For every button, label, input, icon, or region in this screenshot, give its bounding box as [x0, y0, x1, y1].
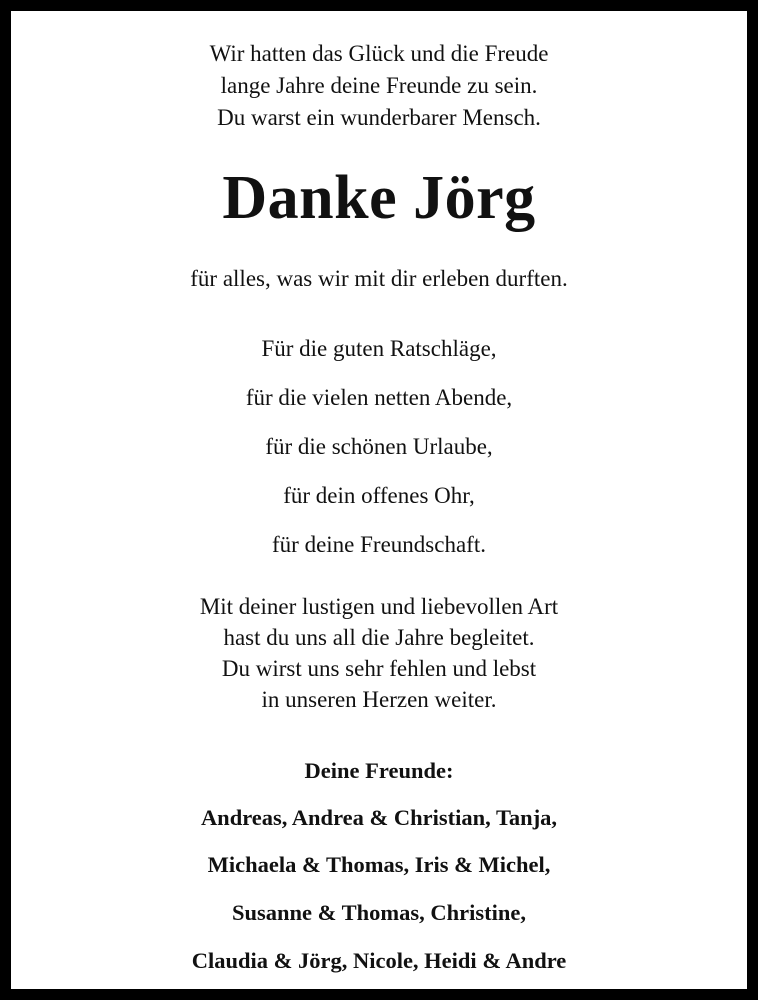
gratitude-line-4: für dein offenes Ohr,: [283, 483, 475, 508]
signatory-line-3: Susanne & Thomas, Christine,: [231, 900, 527, 925]
closing-line-3: Du wirst uns sehr fehlen und lebst: [221, 656, 537, 681]
signatory-line-2: Michaela & Thomas, Iris & Michel,: [207, 852, 551, 877]
intro-line-2: lange Jahre deine Freunde zu sein.: [220, 73, 538, 98]
signature-heading: Deine Freunde:: [304, 758, 454, 783]
signatory-line-4: Claudia & Jörg, Nicole, Heidi & Andre: [191, 948, 567, 973]
intro-line-3: Du warst ein wunderbarer Mensch.: [217, 105, 541, 130]
gratitude-line-3: für die schönen Urlaube,: [265, 434, 493, 459]
signatory-line-1: Andreas, Andrea & Christian, Tanja,: [200, 805, 558, 830]
gratitude-line-1: Für die guten Ratschläge,: [261, 336, 497, 361]
notice-subtitle: für alles, was wir mit dir erleben durften.: [190, 266, 568, 291]
closing-line-2: hast du uns all die Jahre begleitet.: [223, 625, 535, 650]
gratitude-line-2: für die vielen netten Abende,: [245, 385, 513, 410]
closing-line-1: Mit deiner lustigen und liebevollen Art: [199, 594, 559, 619]
notice-title: Danke Jörg: [222, 164, 536, 232]
gratitude-line-5: für deine Freundschaft.: [272, 532, 486, 557]
closing-line-4: in unseren Herzen weiter.: [261, 687, 497, 712]
intro-line-1: Wir hatten das Glück und die Freude: [209, 41, 549, 66]
